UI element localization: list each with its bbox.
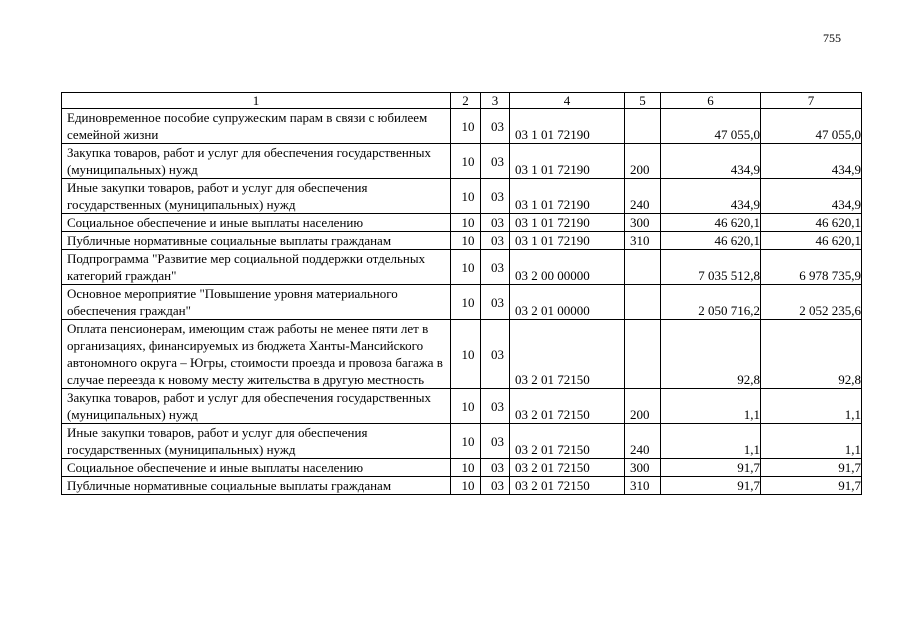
row-subsection: 03 (481, 144, 510, 179)
table-row (62, 109, 862, 144)
row-subsection: 03 (481, 389, 510, 424)
row-amount-2: 46 620,1 (761, 232, 862, 250)
column-header: 6 (661, 93, 761, 109)
row-target-article: 03 1 01 72190 (510, 109, 625, 144)
row-expense-type (625, 250, 661, 285)
row-target-article: 03 2 01 72150 (510, 424, 625, 459)
row-amount-2: 46 620,1 (761, 214, 862, 232)
row-amount-1: 7 035 512,8 (661, 250, 761, 285)
row-section: 10 (451, 285, 481, 320)
row-amount-2: 434,9 (761, 179, 862, 214)
row-name: Иные закупки товаров, работ и услуг для обеспечения государственных (муниципальных) нужд (62, 424, 451, 459)
row-amount-1: 92,8 (661, 320, 761, 389)
row-section: 10 (451, 389, 481, 424)
row-name: Закупка товаров, работ и услуг для обеспечения государственных (муниципальных) нужд (62, 389, 451, 424)
row-amount-2: 91,7 (761, 477, 862, 495)
row-amount-2: 6 978 735,9 (761, 250, 862, 285)
row-subsection: 03 (481, 477, 510, 495)
row-subsection: 03 (481, 285, 510, 320)
row-expense-type: 200 (625, 144, 661, 179)
row-name: Социальное обеспечение и иные выплаты населению (62, 459, 451, 477)
column-header: 3 (481, 93, 510, 109)
table-row (62, 144, 862, 179)
column-header: 7 (761, 93, 862, 109)
row-amount-2: 47 055,0 (761, 109, 862, 144)
row-name: Основное мероприятие "Повышение уровня материального обеспечения граждан" (62, 285, 451, 320)
row-expense-type (625, 320, 661, 389)
row-target-article: 03 2 00 00000 (510, 250, 625, 285)
row-amount-1: 46 620,1 (661, 214, 761, 232)
row-name: Иные закупки товаров, работ и услуг для обеспечения государственных (муниципальных) нужд (62, 179, 451, 214)
table-row (62, 459, 862, 477)
row-subsection: 03 (481, 459, 510, 477)
table-row (62, 232, 862, 250)
row-name: Публичные нормативные социальные выплаты гражданам (62, 232, 451, 250)
row-section: 10 (451, 477, 481, 495)
row-subsection: 03 (481, 250, 510, 285)
column-header: 4 (510, 93, 625, 109)
row-section: 10 (451, 424, 481, 459)
row-subsection: 03 (481, 232, 510, 250)
row-name: Социальное обеспечение и иные выплаты населению (62, 214, 451, 232)
row-section: 10 (451, 179, 481, 214)
row-amount-1: 1,1 (661, 389, 761, 424)
row-name: Единовременное пособие супружеским парам в связи с юбилеем семейной жизни (62, 109, 451, 144)
row-subsection: 03 (481, 320, 510, 389)
row-subsection: 03 (481, 179, 510, 214)
table-row (62, 320, 862, 389)
row-section: 10 (451, 459, 481, 477)
row-section: 10 (451, 109, 481, 144)
row-section: 10 (451, 232, 481, 250)
table-row (62, 179, 862, 214)
row-target-article: 03 1 01 72190 (510, 144, 625, 179)
row-amount-1: 91,7 (661, 477, 761, 495)
row-expense-type: 310 (625, 232, 661, 250)
column-header: 5 (625, 93, 661, 109)
column-header: 1 (62, 93, 451, 109)
row-amount-1: 1,1 (661, 424, 761, 459)
row-expense-type: 240 (625, 179, 661, 214)
row-amount-2: 1,1 (761, 389, 862, 424)
row-target-article: 03 2 01 72150 (510, 389, 625, 424)
row-expense-type: 300 (625, 459, 661, 477)
row-amount-1: 47 055,0 (661, 109, 761, 144)
row-amount-1: 434,9 (661, 179, 761, 214)
row-expense-type: 300 (625, 214, 661, 232)
row-subsection: 03 (481, 109, 510, 144)
row-section: 10 (451, 250, 481, 285)
row-amount-1: 46 620,1 (661, 232, 761, 250)
row-expense-type (625, 109, 661, 144)
row-target-article: 03 1 01 72190 (510, 179, 625, 214)
table-row (62, 477, 862, 495)
row-amount-1: 2 050 716,2 (661, 285, 761, 320)
row-name: Оплата пенсионерам, имеющим стаж работы не менее пяти лет в организациях, финансируемых из бюджета Ханты-Мансийского автономного округа – Югры, стоимости проезда и провоза багажа в случае переезда к новому месту жительства в другую местность (62, 320, 451, 389)
row-target-article: 03 2 01 72150 (510, 477, 625, 495)
row-expense-type: 240 (625, 424, 661, 459)
row-name: Публичные нормативные социальные выплаты гражданам (62, 477, 451, 495)
row-expense-type: 310 (625, 477, 661, 495)
row-amount-2: 1,1 (761, 424, 862, 459)
row-amount-1: 434,9 (661, 144, 761, 179)
row-name: Закупка товаров, работ и услуг для обеспечения государственных (муниципальных) нужд (62, 144, 451, 179)
row-amount-2: 92,8 (761, 320, 862, 389)
row-amount-2: 91,7 (761, 459, 862, 477)
row-target-article: 03 2 01 00000 (510, 285, 625, 320)
row-section: 10 (451, 144, 481, 179)
row-section: 10 (451, 320, 481, 389)
row-section: 10 (451, 214, 481, 232)
row-target-article: 03 2 01 72150 (510, 459, 625, 477)
row-target-article: 03 1 01 72190 (510, 232, 625, 250)
row-subsection: 03 (481, 424, 510, 459)
table-row (62, 389, 862, 424)
column-header: 2 (451, 93, 481, 109)
table-row (62, 250, 862, 285)
row-target-article: 03 2 01 72150 (510, 320, 625, 389)
header-row (62, 93, 862, 109)
row-expense-type (625, 285, 661, 320)
row-amount-2: 434,9 (761, 144, 862, 179)
row-amount-2: 2 052 235,6 (761, 285, 862, 320)
page-number: 755 (823, 31, 841, 45)
budget-table (61, 92, 862, 495)
row-subsection: 03 (481, 214, 510, 232)
row-name: Подпрограмма "Развитие мер социальной поддержки отдельных категорий граждан" (62, 250, 451, 285)
row-amount-1: 91,7 (661, 459, 761, 477)
row-expense-type: 200 (625, 389, 661, 424)
table-row (62, 285, 862, 320)
row-target-article: 03 1 01 72190 (510, 214, 625, 232)
table-row (62, 424, 862, 459)
table-row (62, 214, 862, 232)
